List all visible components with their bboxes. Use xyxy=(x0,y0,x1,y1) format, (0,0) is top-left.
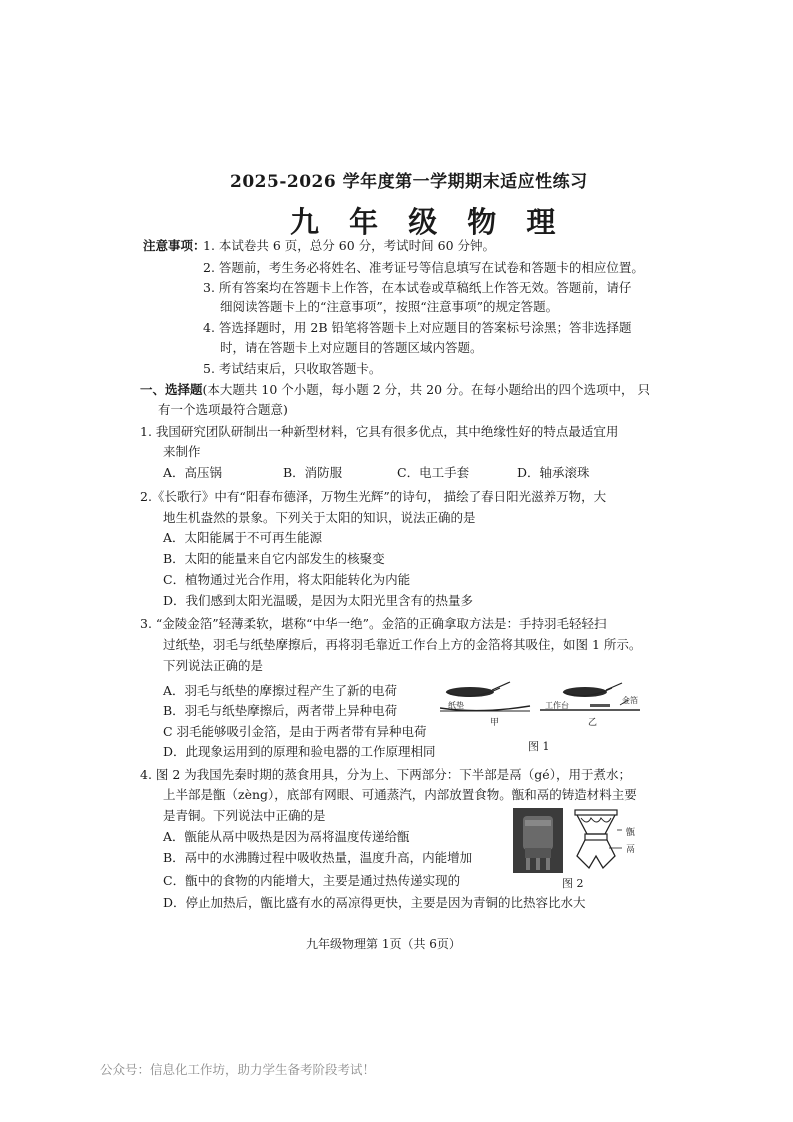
section-heading xyxy=(140,382,650,398)
option-a: A．甑能从鬲中吸热是因为鬲将温度传递给甑 xyxy=(163,829,410,844)
figure-2-photo xyxy=(513,808,563,873)
gold-leaf-shape xyxy=(590,704,610,707)
notes-item: 4. 答选择题时，用 2B 铅笔将答题卡上对应题目的答案标号涂黑；答非选择题 xyxy=(203,320,632,335)
figure-2-diagram xyxy=(573,808,623,873)
section-heading-label: 一、选择题 xyxy=(140,382,203,397)
figure-2-label-li: 鬲 xyxy=(626,845,636,855)
figure-1-label-gold: 金箔 xyxy=(622,696,638,705)
figure-1-caption: 图 1 xyxy=(528,740,550,753)
question-stem: 过纸垫，羽毛与纸垫摩擦后，再将羽毛靠近工作台上方的金箔将其吸住，如图 1 所示。 xyxy=(163,637,642,652)
page-footer: 九年级物理第 1页（共 6页） xyxy=(306,937,461,951)
question-stem: 1. 我国研究团队研制出一种新型材料，它具有很多优点，其中绝缘性好的特点最适宜用 xyxy=(140,424,619,439)
section-heading-text: (本大题共 10 个小题，每小题 2 分，共 20 分。在每小题给出的四个选项中， 只 xyxy=(202,382,650,397)
question-stem: 3. “金陵金箔”轻薄柔软，堪称“中华一绝”。金箔的正确拿取方法是：手持羽毛轻轻扫 xyxy=(140,616,607,631)
notes-item: 5. 考试结束后，只收取答题卡。 xyxy=(203,361,382,376)
notes-item: 时，请在答题卡上对应题目的答题区域内答题。 xyxy=(220,340,483,355)
section-heading-line2: 有一个选项最符合题意) xyxy=(158,402,288,417)
option-d: D．我们感到太阳光温暖，是因为太阳光里含有的热量多 xyxy=(163,593,474,608)
figure-1-label-table: 工作台 xyxy=(545,701,569,710)
option-c: C．甑中的食物的内能增大，主要是通过热传递实现的 xyxy=(163,873,461,888)
option-d: D．轴承滚珠 xyxy=(517,465,590,480)
notes-label: 注意事项： xyxy=(143,238,206,253)
figure-2-label-zeng: 甑 xyxy=(626,828,636,838)
watermark-text: 公众号：信息化工作坊，助力学生备考阶段考试！ xyxy=(100,1062,376,1077)
exam-title-subject: 九 年 级 物 理 xyxy=(290,205,566,239)
notes-item: 3. 所有答案均在答题卡上作答，在本试卷或草稿纸上作答无效。答题前，请仔 xyxy=(203,280,632,295)
option-d: D．停止加热后，甑比盛有水的鬲凉得更快，主要是因为青铜的比热容比水大 xyxy=(163,895,586,910)
question-stem: 2.《长歌行》中有“阳春布德泽，万物生光辉”的诗句， 描绘了春日阳光滋养万物，大 xyxy=(140,489,607,504)
option-a: A．羽毛与纸垫的摩擦过程产生了新的电荷 xyxy=(163,683,398,698)
figure-1-label-paper: 纸垫 xyxy=(448,701,464,710)
exam-title-year: 2025-2026 学年度第一学期期末适应性练习 xyxy=(230,172,588,192)
figure-1-label-a: 甲 xyxy=(490,718,500,728)
option-b: B．羽毛与纸垫摩擦后，两者带上异种电荷 xyxy=(163,703,398,718)
question-stem: 下列说法正确的是 xyxy=(163,658,264,673)
notes-item: 2. 答题前，考生务必将姓名、准考证号等信息填写在试卷和答题卡的相应位置。 xyxy=(203,260,644,275)
option-d: D．此现象运用到的原理和验电器的工作原理相同 xyxy=(163,744,436,759)
option-a: A．高压锅 xyxy=(163,465,223,480)
notes-item: 1. 本试卷共 6 页，总分 60 分，考试时间 60 分钟。 xyxy=(203,238,496,253)
notes-item: 细阅读答题卡上的“注意事项”，按照“注意事项”的规定答题。 xyxy=(220,299,559,314)
question-stem: 来制作 xyxy=(163,444,201,459)
question-stem: 地生机盎然的景象。下列关于太阳的知识，说法正确的是 xyxy=(163,510,476,525)
option-c: C 羽毛能够吸引金箔，是由于两者带有异种电荷 xyxy=(163,724,427,739)
option-b: B．鬲中的水沸腾过程中吸收热量，温度升高，内能增加 xyxy=(163,850,473,865)
option-b: B．消防服 xyxy=(283,465,343,480)
question-stem: 上半部是甑（zèng），底部有网眼、可通蒸汽，内部放置食物。甑和鬲的铸造材料主要 xyxy=(163,787,637,802)
question-stem: 是青铜。下列说法中正确的是 xyxy=(163,808,326,823)
option-b: B．太阳的能量来自它内部发生的核聚变 xyxy=(163,551,385,566)
question-stem: 4. 图 2 为我国先秦时期的蒸食用具，分为上、下两部分：下半部是鬲（gé），用于煮水； xyxy=(140,767,631,782)
option-c: C．电工手套 xyxy=(397,465,470,480)
option-a: A．太阳能属于不可再生能源 xyxy=(163,530,323,545)
figure-1-illustration xyxy=(440,680,640,740)
figure-1-label-b: 乙 xyxy=(588,718,598,728)
figure-2-caption: 图 2 xyxy=(562,877,584,890)
option-c: C．植物通过光合作用，将太阳能转化为内能 xyxy=(163,572,411,587)
